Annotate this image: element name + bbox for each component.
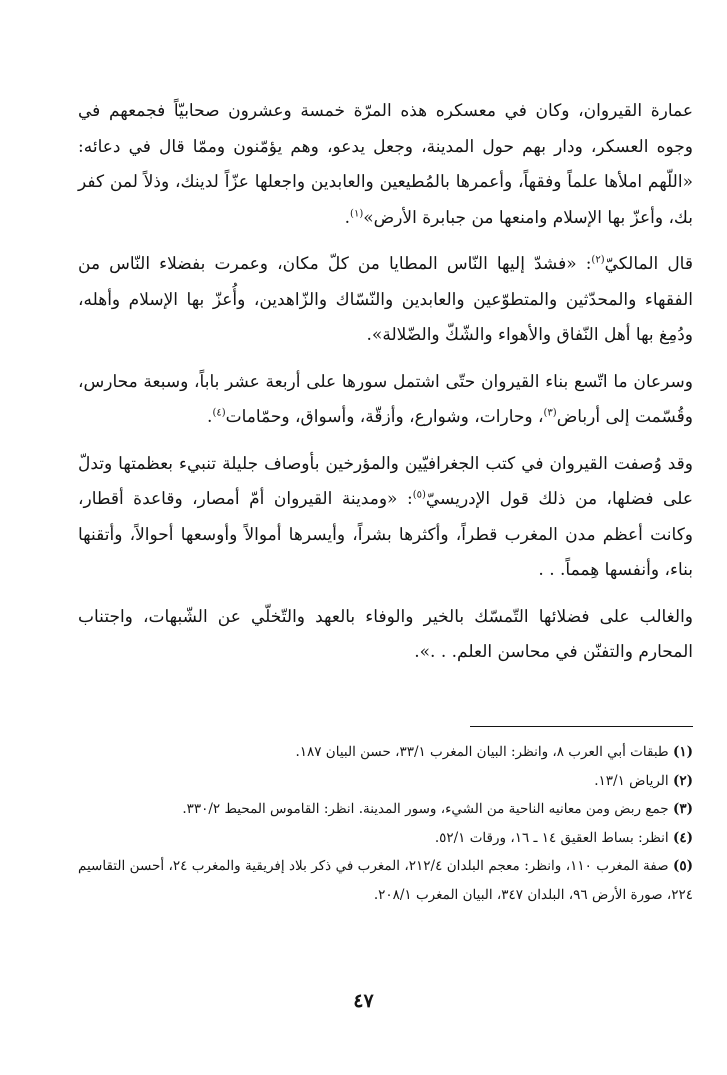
footnotes <box>78 738 693 909</box>
footnote-3 <box>78 795 693 824</box>
footnote-reference: (٢) <box>591 254 605 266</box>
main-text <box>78 94 693 682</box>
page-number: ٤٧ <box>353 990 374 1012</box>
footnote-divider <box>470 726 693 727</box>
footnote-text: انظر: بساط العقيق ١٤ ـ ١٦، ورقات ٥٢/١. <box>434 829 669 846</box>
footnote-text: طبقات أبي العرب ٨، وانظر: البيان المغرب ٣٣/١، حسن البيان ١٨٧. <box>295 744 669 760</box>
text-segment: : «فشدّ إليها النّاس المطايا من كلّ مكان، وعمرت بفضلاء النّاس من الفقهاء والمحدّثين والمتطوّعين والعابدين والنّسّاك والزّاهدين، وأُعزّ بها الإسلام وأهله، ودُمِغ بها أهل النّفاق والأهواء والشّكّ والضّلالة». <box>78 254 693 345</box>
footnote-number: (١) <box>672 744 693 760</box>
text-segment: عمارة القيروان، وكان في معسكره هذه المرّة خمسة وعشرون صحابيّاً فجمعهم في وجوه العسكر، ودار بهم حول المدينة، وجعل يدعو، وهم يؤمّنون وممّا قال في دعائه: «اللّهم املأها علماً وفقهاً، وأعمرها بالمُطيعين والعابدين واجعلها عزّاً لدينك، وذلاً لمن كفر بك، وأعزّ بها الإسلام وامنعها من جبابرة الأرض» <box>78 101 693 228</box>
footnote-text: صفة المغرب ١١٠، وانظر: معجم البلدان ٢١٢/٤، المغرب في ذكر بلاد إفريقية والمغرب ٢٤، أحسن التقاسيم ٢٢٤، صورة الأرض ٩٦، البلدان ٣٤٧، البيان المغرب ٢٠٨/١. <box>78 858 693 903</box>
text-segment: والغالب على فضلائها التّمسّك بالخير والوفاء بالعهد والتّخلّي عن الشّبهات، واجتناب المحارم والتفنّن في محاسن العلم. . .». <box>78 606 693 662</box>
footnote-4 <box>78 824 693 853</box>
text-segment: . <box>344 207 351 228</box>
footnote-number: (٤) <box>672 829 693 846</box>
footnote-reference: (٥) <box>412 489 426 501</box>
footnote-reference: (٣) <box>543 407 557 419</box>
footnote-5 <box>78 852 693 909</box>
paragraph-4 <box>78 447 693 589</box>
paragraph-1 <box>78 94 693 236</box>
footnote-text: الرياض ١٣/١. <box>594 772 669 789</box>
footnote-text: جمع ربض ومن معانيه الناحية من الشيء، وسور المدينة. انظر: القاموس المحيط ٣٣٠/٢. <box>182 801 669 817</box>
footnote-number: (٢) <box>672 772 693 789</box>
text-segment: وسرعان ما اتّسع بناء القيروان حتّى اشتمل سورها على أربعة عشر باباً، وسبعة محارس، وقُسّمت إلى أرباض <box>78 371 693 427</box>
footnote-number: (٥) <box>672 858 694 874</box>
text-segment: : «ومدينة القيروان أمّ أمصار، وقاعدة أقطار، وكانت أعظم مدن المغرب قطراً، وأكثرها بشراً، وأيسرها أموالاً وأوسعها أحوالاً، وأتقنها بناء، وأنفسها هِمماً. . . <box>78 489 693 580</box>
text-segment: . <box>207 407 213 427</box>
text-segment: ، وحارات، وشوارع، وأزقّة، وأسواق، وحمّامات <box>225 407 544 427</box>
paragraph-3 <box>78 365 693 436</box>
footnote-2 <box>78 767 693 796</box>
text-segment: وقد وُصفت القيروان في كتب الجغرافيّين والمؤرخين بأوصاف جليلة تنبيء بعظمتها وتدلّ على فضلها، من ذلك قول الإدريسيّ <box>78 453 694 509</box>
footnote-reference: (٤) <box>212 407 226 419</box>
paragraph-5 <box>78 600 693 671</box>
footnote-number: (٣) <box>672 801 693 817</box>
paragraph-2 <box>78 247 693 354</box>
footnote-1 <box>78 738 693 767</box>
text-segment: قال المالكيّ <box>604 254 693 274</box>
footnote-reference: (١) <box>350 207 364 219</box>
